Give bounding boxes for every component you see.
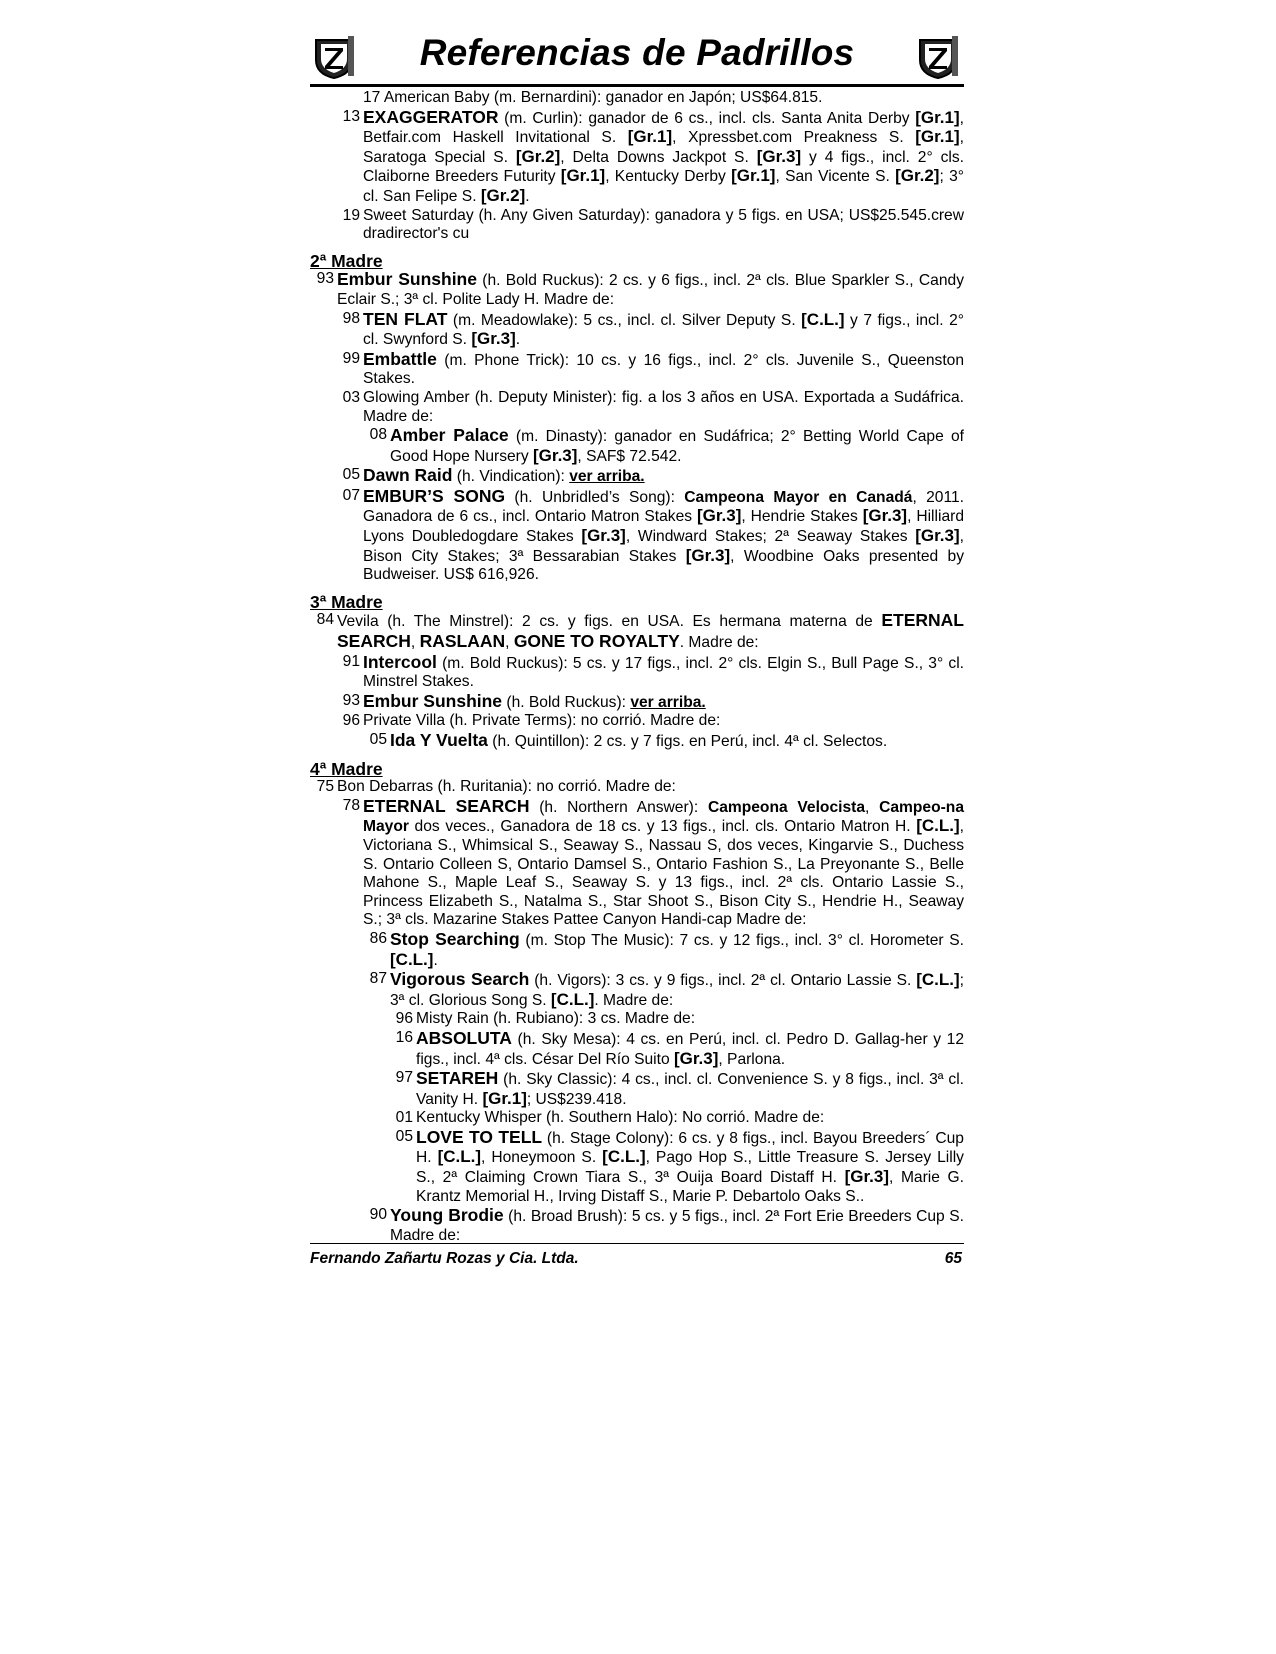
entry-text: (m. Meadowlake): 5 cs., incl. cl. Silver Deputy S.	[447, 311, 802, 329]
document-page	[310, 28, 964, 1245]
race-grade: [Gr.2]	[480, 185, 526, 205]
entry-year: 05	[395, 1127, 413, 1145]
entry-text: (h. Bold Ruckus): 2 cs. y 6 figs., incl. 2ª cls. Blue Sparkler S., Candy Eclair S.; 3ª cl. Polite Lady H. Madre de:	[337, 272, 964, 308]
pedigree-entry	[310, 653, 964, 692]
horse-name: EMBUR’S SONG	[363, 485, 506, 506]
pedigree-entry	[310, 778, 964, 797]
entry-year: 05	[342, 466, 360, 484]
horse-name: ETERNAL SEARCH	[337, 610, 964, 652]
entry-year: 78	[342, 796, 360, 814]
horse-name: TEN FLAT	[363, 308, 448, 329]
entry-text: Vevila (h. The Minstrel): 2 cs. y figs. en USA. Es hermana materna de	[337, 613, 882, 631]
entry-text: y 4 figs., incl. 2° cls. Claiborne Breeders Futurity	[363, 148, 964, 186]
race-grade: [Gr.3]	[844, 1167, 889, 1187]
pedigree-entry	[310, 692, 964, 713]
entry-text: , Pago Hop S., Little Treasure S. Jersey Lilly S., 2ª Claiming Crown Tiara S., 3ª Ouija Board Distaff H.	[416, 1149, 964, 1187]
section-heading: 2ª Madre	[310, 250, 383, 271]
entry-text: dos veces., Ganadora de 18 cs. y 13 figs., incl. cls. Ontario Matron H.	[408, 818, 917, 836]
pedigree-entry	[310, 1128, 964, 1206]
race-grade: [C.L.]	[602, 1147, 646, 1167]
entry-text: (m. Stop The Music): 7 cs. y 12 figs., incl. 3° cl. Horometer S.	[519, 931, 964, 949]
championship-title: Campeona Mayor en Canadá	[684, 488, 913, 506]
entry-text: ; 3° cl. San Felipe S.	[363, 168, 964, 205]
entry-text: (h. Sky Classic): 4 cs., incl. cl. Convenience S. y 8 figs., incl. 3ª cl. Vanity H.	[416, 1071, 964, 1108]
entry-text: , Hendrie Stakes	[741, 508, 863, 526]
entry-year: 96	[342, 712, 360, 730]
entry-text: Glowing Amber (h. Deputy Minister): fig. a los 3 años en USA. Exportada a Sudáfrica. Madre de:	[363, 388, 964, 425]
section-heading: 4ª Madre	[310, 758, 383, 779]
entry-text: .	[525, 187, 530, 205]
entry-text: (m. Phone Trick): 10 cs. y 16 figs., incl. 2° cls. Juvenile S., Queenston Stakes.	[363, 351, 964, 388]
pedigree-entry	[310, 1109, 964, 1128]
pedigree-entry	[310, 466, 964, 487]
pedigree-entry	[310, 310, 964, 350]
entry-year: 75	[316, 778, 334, 796]
entry-text: , Saratoga Special S.	[363, 129, 964, 166]
race-grade: [Gr.3]	[581, 526, 626, 546]
championship-title: Campeo-na Mayor	[363, 798, 964, 836]
race-grade: [Gr.1]	[731, 166, 776, 186]
pedigree-entry	[310, 207, 964, 244]
race-grade: [Gr.1]	[560, 166, 606, 186]
race-grade: [Gr.3]	[862, 506, 908, 526]
entry-text: , Honeymoon S.	[481, 1149, 603, 1167]
race-grade: [C.L.]	[550, 989, 595, 1009]
horse-name: ABSOLUTA	[416, 1027, 512, 1048]
entry-text: (m. Dinasty): ganador en Sudáfrica; 2° Betting World Cape of Good Hope Nursery	[390, 428, 965, 465]
entry-text: (h. Stage Colony): 6 cs. y 8 figs., incl. Bayou Breeders´ Cup H.	[416, 1129, 964, 1167]
pedigree-entry	[310, 108, 964, 207]
entry-text: (h. Vigors): 3 cs. y 9 figs., incl. 2ª cl. Ontario Lassie S.	[529, 972, 917, 990]
entry-text: 17 American Baby (m. Bernardini): ganador en Japón; US$64.815.	[363, 89, 823, 106]
entry-text: (h. Northern Answer):	[529, 798, 708, 816]
entry-year: 03	[342, 388, 360, 406]
horse-name: Embur Sunshine	[337, 269, 477, 290]
entry-year: 01	[395, 1109, 413, 1127]
entry-year: 90	[369, 1206, 387, 1224]
entry-text: Private Villa (h. Private Terms): no corrió. Madre de:	[363, 712, 721, 730]
entry-text: (m. Bold Ruckus): 5 cs. y 17 figs., incl. 2° cls. Elgin S., Bull Page S., 3° cl. Minstrel Stakes.	[363, 654, 964, 691]
page-footer	[310, 1243, 964, 1268]
entry-text: (h. Sky Mesa): 4 cs. en Perú, incl. cl. Pedro D. Gallag-her y 12 figs., incl. 4ª cls. César Del Río Suito	[416, 1030, 964, 1068]
entry-text: . Madre de:	[594, 991, 674, 1009]
entry-year: 84	[316, 611, 334, 629]
race-grade: [Gr.2]	[895, 166, 940, 186]
entry-year: 93	[316, 270, 334, 288]
pedigree-entry	[310, 1010, 964, 1029]
race-grade: [Gr.2]	[515, 146, 561, 166]
pedigree-entry	[310, 970, 964, 1010]
race-grade: [Gr.1]	[915, 107, 960, 127]
entry-text: (h. Unbridled’s Song):	[505, 488, 685, 506]
horse-name: Embattle	[363, 348, 437, 369]
race-grade: [Gr.1]	[627, 127, 673, 147]
entry-text: .	[433, 951, 438, 969]
entry-year: 96	[395, 1010, 413, 1028]
entry-text: (h. Bold Ruckus):	[502, 693, 631, 711]
horse-name: Young Brodie	[390, 1205, 504, 1226]
section-heading: 3ª Madre	[310, 591, 383, 612]
horse-name: GONE TO ROYALTY	[513, 631, 680, 652]
horse-name: Embur Sunshine	[363, 690, 503, 711]
horse-name: ETERNAL SEARCH	[363, 795, 530, 816]
entry-year: 07	[342, 486, 360, 504]
horse-name: SETAREH	[416, 1068, 499, 1089]
entry-text: , Bison City Stakes; 3ª Bessarabian Stakes	[363, 528, 964, 565]
entry-text: Sweet Saturday (h. Any Given Saturday): ganadora y 5 figs. en USA; US$25.545.crew dradirector's cu	[363, 206, 964, 243]
entry-text: , Delta Downs Jackpot S.	[560, 148, 757, 166]
race-grade: [Gr.1]	[915, 127, 960, 147]
entry-text: , Kentucky Derby	[605, 168, 732, 186]
entry-text: Bon Debarras (h. Ruritania): no corrió. Madre de:	[337, 778, 676, 796]
stud-logo-icon	[916, 34, 962, 80]
entry-text: ,	[410, 634, 420, 652]
entry-year: 91	[342, 652, 360, 670]
entry-text: ; US$239.418.	[526, 1090, 627, 1108]
entry-text: y 7 figs., incl. 2° cl. Swynford S.	[363, 311, 964, 349]
entry-text: , Hilliard Lyons Doubledogdare Stakes	[363, 508, 964, 546]
page-number: 65	[944, 1250, 962, 1267]
horse-name: Dawn Raid	[363, 465, 453, 486]
pedigree-entry	[310, 611, 964, 652]
pedigree-entry	[310, 389, 964, 426]
entry-text: , Woodbine Oaks presented by Budweiser. US$ 616,926.	[363, 547, 964, 584]
race-grade: [C.L.]	[801, 309, 845, 329]
pedigree-entry	[310, 426, 964, 466]
entry-text: , Xpressbet.com Preakness S.	[672, 129, 916, 147]
race-grade: [C.L.]	[916, 970, 960, 990]
horse-name: Vigorous Search	[390, 969, 530, 990]
entry-text: ; 3ª cl. Glorious Song S.	[390, 972, 964, 1009]
race-grade: [Gr.3]	[533, 445, 578, 465]
entry-year: 98	[342, 309, 360, 327]
horse-name: Ida Y Vuelta	[390, 730, 488, 750]
horse-name: Intercool	[363, 651, 437, 672]
horse-name: Amber Palace	[390, 425, 509, 446]
pedigree-entry	[310, 89, 964, 108]
entry-year: 08	[369, 426, 387, 444]
horse-name: LOVE TO TELL	[416, 1126, 543, 1147]
pedigree-entry	[310, 731, 964, 752]
entry-year: 86	[369, 929, 387, 947]
pedigree-entry	[310, 1069, 964, 1109]
entry-text: , Betfair.com Haskell Invitational S.	[363, 109, 964, 147]
entry-text: (h. Broad Brush): 5 cs. y 5 figs., incl. 2ª Fort Erie Breeders Cup S. Madre de:	[390, 1208, 964, 1244]
entry-year: 99	[342, 349, 360, 367]
entry-text: , Marie G. Krantz Memorial H., Irving Distaff S., Marie P. Debartolo Oaks S..	[416, 1169, 964, 1205]
entry-year: 87	[369, 970, 387, 988]
pedigree-entry	[310, 797, 964, 930]
pedigree-entry	[310, 350, 964, 389]
page-header	[310, 28, 964, 87]
race-grade: [C.L.]	[390, 949, 434, 969]
entry-year: 19	[342, 206, 360, 224]
race-grade: [C.L.]	[916, 816, 960, 836]
entry-text: Misty Rain (h. Rubiano): 3 cs. Madre de:	[416, 1010, 696, 1028]
race-grade: [Gr.3]	[756, 146, 802, 166]
entry-year: 16	[395, 1028, 413, 1046]
entry-text: ,	[865, 798, 880, 816]
entry-text: , SAF$ 72.542.	[577, 447, 682, 465]
pedigree-content	[310, 89, 964, 1245]
entry-year: 13	[342, 107, 360, 125]
entry-text: , Victoriana S., Whimsical S., Seaway S., Nassau S, dos veces, Kingarvie S., Duchess S. Ontario Colleen S, Ontario Damsel S., Ontario Fashion S., La Preyonante S., Belle Mahone S., Maple Leaf S., Seaway S. y 13 figs., incl. 2ª cls. Ontario Lassie S., Princess Elizabeth S., Natalma S., Star Shoot S., Bison City S., Hendrie H., Seaway S.; 3ª cls. Mazarine Stakes Pattee Canyon Handi-cap Madre de:	[363, 818, 964, 929]
pedigree-entry	[310, 270, 964, 309]
entry-text: , Parlona.	[718, 1050, 786, 1068]
race-grade: [Gr.3]	[696, 506, 742, 526]
entry-text: . Madre de:	[679, 634, 759, 652]
entry-text: (m. Curlin): ganador de 6 cs., incl. cls. Santa Anita Derby	[498, 109, 916, 127]
race-grade: [Gr.3]	[685, 545, 731, 565]
entry-text: (h. Vindication):	[452, 468, 570, 486]
see-above-note: ver arriba.	[630, 693, 706, 711]
pedigree-entry	[310, 712, 964, 731]
entry-text: ,	[505, 634, 514, 652]
race-grade: [Gr.3]	[915, 526, 960, 546]
entry-year: 93	[342, 691, 360, 709]
page-title: Referencias de Padrillos	[419, 32, 855, 73]
entry-year: 05	[369, 731, 387, 748]
pedigree-entry	[310, 487, 964, 585]
entry-text: Kentucky Whisper (h. Southern Halo): No corrió. Madre de:	[416, 1109, 825, 1127]
entry-text: , Windward Stakes; 2ª Seaway Stakes	[625, 528, 916, 546]
pedigree-entry	[310, 930, 964, 970]
entry-text: .	[515, 331, 521, 349]
race-grade: [C.L.]	[437, 1147, 482, 1167]
entry-text: , San Vicente S.	[775, 168, 896, 186]
horse-name: EXAGGERATOR	[363, 106, 499, 127]
horse-name: RASLAAN	[419, 631, 506, 652]
entry-text: (h. Quintillon): 2 cs. y 7 figs. en Perú, incl. 4ª cl. Selectos.	[487, 733, 888, 750]
pedigree-entry	[310, 1206, 964, 1245]
see-above-note: ver arriba.	[569, 468, 645, 486]
race-grade: [Gr.3]	[673, 1048, 719, 1068]
entry-text: , 2011. Ganadora de 6 cs., incl. Ontario Matron Stakes	[363, 488, 964, 526]
footer-company: Fernando Zañartu Rozas y Cia. Ltda.	[310, 1250, 579, 1267]
championship-title: Campeona Velocista	[707, 798, 866, 816]
entry-year: 97	[395, 1069, 413, 1087]
race-grade: [Gr.1]	[482, 1088, 527, 1108]
pedigree-entry	[310, 1029, 964, 1069]
race-grade: [Gr.3]	[471, 329, 516, 349]
horse-name: Stop Searching	[390, 928, 520, 949]
